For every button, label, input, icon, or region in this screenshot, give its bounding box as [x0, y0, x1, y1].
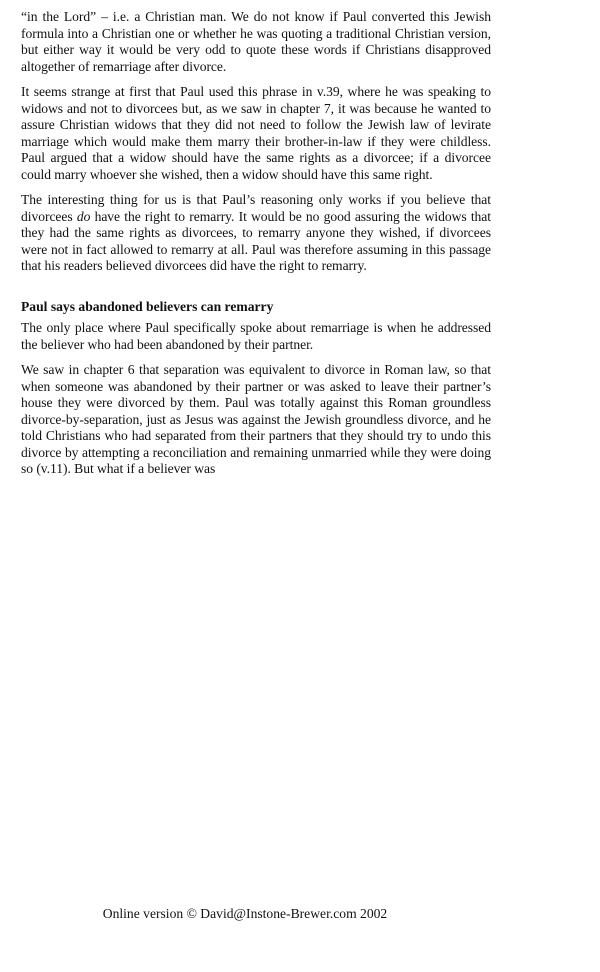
paragraph-3-text-a: The interesting thing for us is that Paul’s reasoning only works if you believe that divorcees [21, 192, 491, 224]
paragraph-3 [21, 192, 491, 275]
paragraph-5 [21, 362, 491, 478]
paragraph-4 [21, 320, 491, 353]
paragraph-3-text-b: have the right to remarry. It would be no good assuring the widows that they had the same rights as divorcees, to remarry anyone they wished, if divorcees were not in fact allowed to remarry at all. Paul was therefore assuming in this passage that his readers believed divorcees did have the right to remarry. [21, 208, 491, 273]
paragraph-1 [21, 9, 491, 75]
paragraph-2-text: It seems strange at first that Paul used this phrase in v.39, where he was speaking to widows and not to divorcees but, as we saw in chapter 7, it was because he wanted to assure Christian widows that they did not need to follow the Jewish law of levirate marriage which would make them marry their brother-in-law if they were childless. Paul argued that a widow should have the same rights as a divorcee; if a divorcee could marry whoever she wished, then a widow should have this same right. [21, 84, 491, 182]
paragraph-1-text: “in the Lord” – i.e. a Christian man. We do not know if Paul converted this Jewish formula into a Christian one or whether he was quoting a traditional Christian version, but either way it would be very odd to quote these words if Christians disapproved altogether of remarriage after divorce. [21, 9, 491, 74]
paragraph-3-emphasis: do [76, 208, 91, 224]
document-page [21, 0, 491, 487]
section-heading: Paul says abandoned believers can remarry [21, 298, 274, 314]
paragraph-2 [21, 84, 491, 183]
paragraph-5-text: We saw in chapter 6 that separation was equivalent to divorce in Roman law, so that when someone was abandoned by their partner or was asked to leave their partner’s house they were divorced by them. Paul was totally against this Roman groundless divorce-by-separation, just as Jesus was against the Jewish groundless divorce, and he told Christians who had separated from their partners that they should try to undo this divorce by attempting a reconciliation and remaining unmarried while they were doing so (v.11). But what if a believer was [21, 362, 491, 476]
paragraph-4-text: The only place where Paul specifically spoke about remarriage is when he addressed the believer who had been abandoned by their partner. [21, 320, 491, 352]
page-footer: Online version © David@Instone-Brewer.com 2002 [102, 906, 388, 921]
